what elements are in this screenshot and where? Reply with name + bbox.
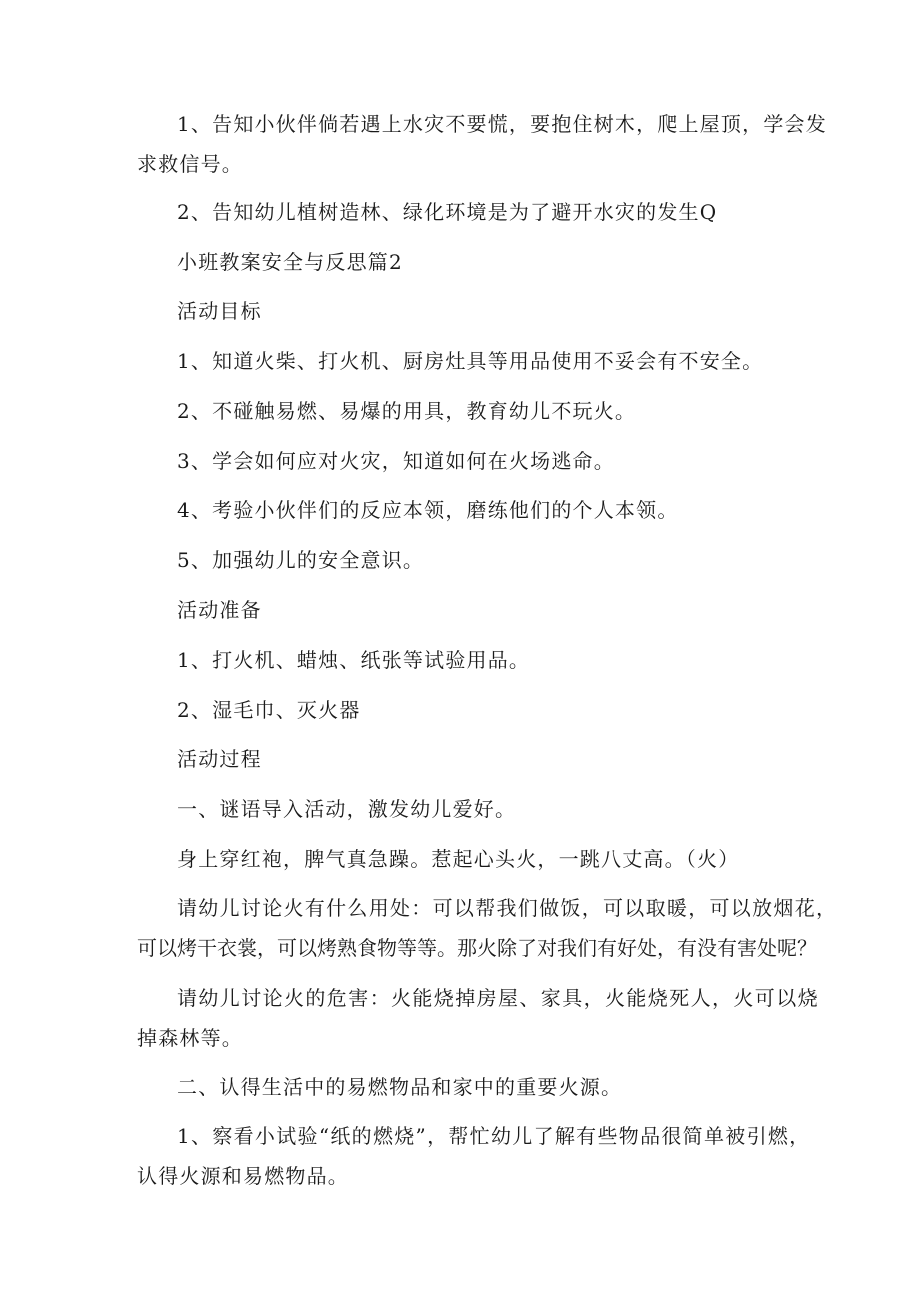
- goal-item-1: 1、知道火柴、打火机、厨房灶具等用品使用不妥会有不安全。: [177, 349, 764, 373]
- text-line: 可以烤干衣裳，可以烤熟食物等等。那火除了对我们有好处，有没有害处呢？: [137, 936, 817, 960]
- paragraph-water-safety-1: [137, 108, 827, 180]
- goal-item-2: 2、不碰触易燃、易爆的用具，教育幼儿不玩火。: [177, 399, 637, 423]
- goal-item-5: 5、加强幼儿的安全意识。: [177, 548, 425, 572]
- heading-activity-goals: 活动目标: [177, 299, 262, 323]
- text-line: 认得火源和易燃物品。: [137, 1164, 349, 1188]
- paragraph-fire-hazards: [137, 982, 819, 1054]
- paragraph-water-safety-2: 2、告知幼儿植树造林、绿化环境是为了避开水灾的发生Q: [177, 200, 718, 224]
- process-step-2: 二、认得生活中的易燃物品和家中的重要火源。: [177, 1075, 623, 1099]
- riddle-text: 身上穿红袍，脾气真急躁。惹起心头火，一跳八丈高。（火）: [177, 847, 740, 871]
- text-line: 请幼儿讨论火有什么用处：可以帮我们做饭，可以取暖，可以放烟花，: [177, 896, 838, 920]
- text-line: 请幼儿讨论火的危害：火能烧掉房屋、家具，火能烧死人，火可以烧: [177, 986, 819, 1010]
- heading-activity-preparation: 活动准备: [177, 598, 262, 622]
- paragraph-fire-uses: [137, 892, 838, 964]
- heading-activity-process: 活动过程: [177, 747, 262, 771]
- text-line: 求救信号。: [137, 152, 243, 176]
- paragraph-paper-burning: [137, 1120, 811, 1192]
- text-line: 掉森林等。: [137, 1026, 243, 1050]
- section-title: 小班教案安全与反思篇2: [177, 250, 403, 274]
- goal-item-4: 4、考验小伙伴们的反应本领，磨练他们的个人本领。: [177, 498, 679, 522]
- preparation-item-2: 2、湿毛巾、灭火器: [177, 698, 361, 722]
- process-step-1: 一、谜语导入活动，激发幼儿爱好。: [177, 797, 517, 821]
- text-line: 1、告知小伙伴倘若遇上水灾不要慌，要抱住树木，爬上屋顶，学会发: [177, 112, 827, 136]
- preparation-item-1: 1、打火机、蜡烛、纸张等试验用品。: [177, 648, 531, 672]
- text-line: 1、察看小试验“纸的燃烧”，帮忙幼儿了解有些物品很简单被引燃，: [177, 1124, 811, 1148]
- goal-item-3: 3、学会如何应对火灾，知道如何在火场逃命。: [177, 449, 615, 473]
